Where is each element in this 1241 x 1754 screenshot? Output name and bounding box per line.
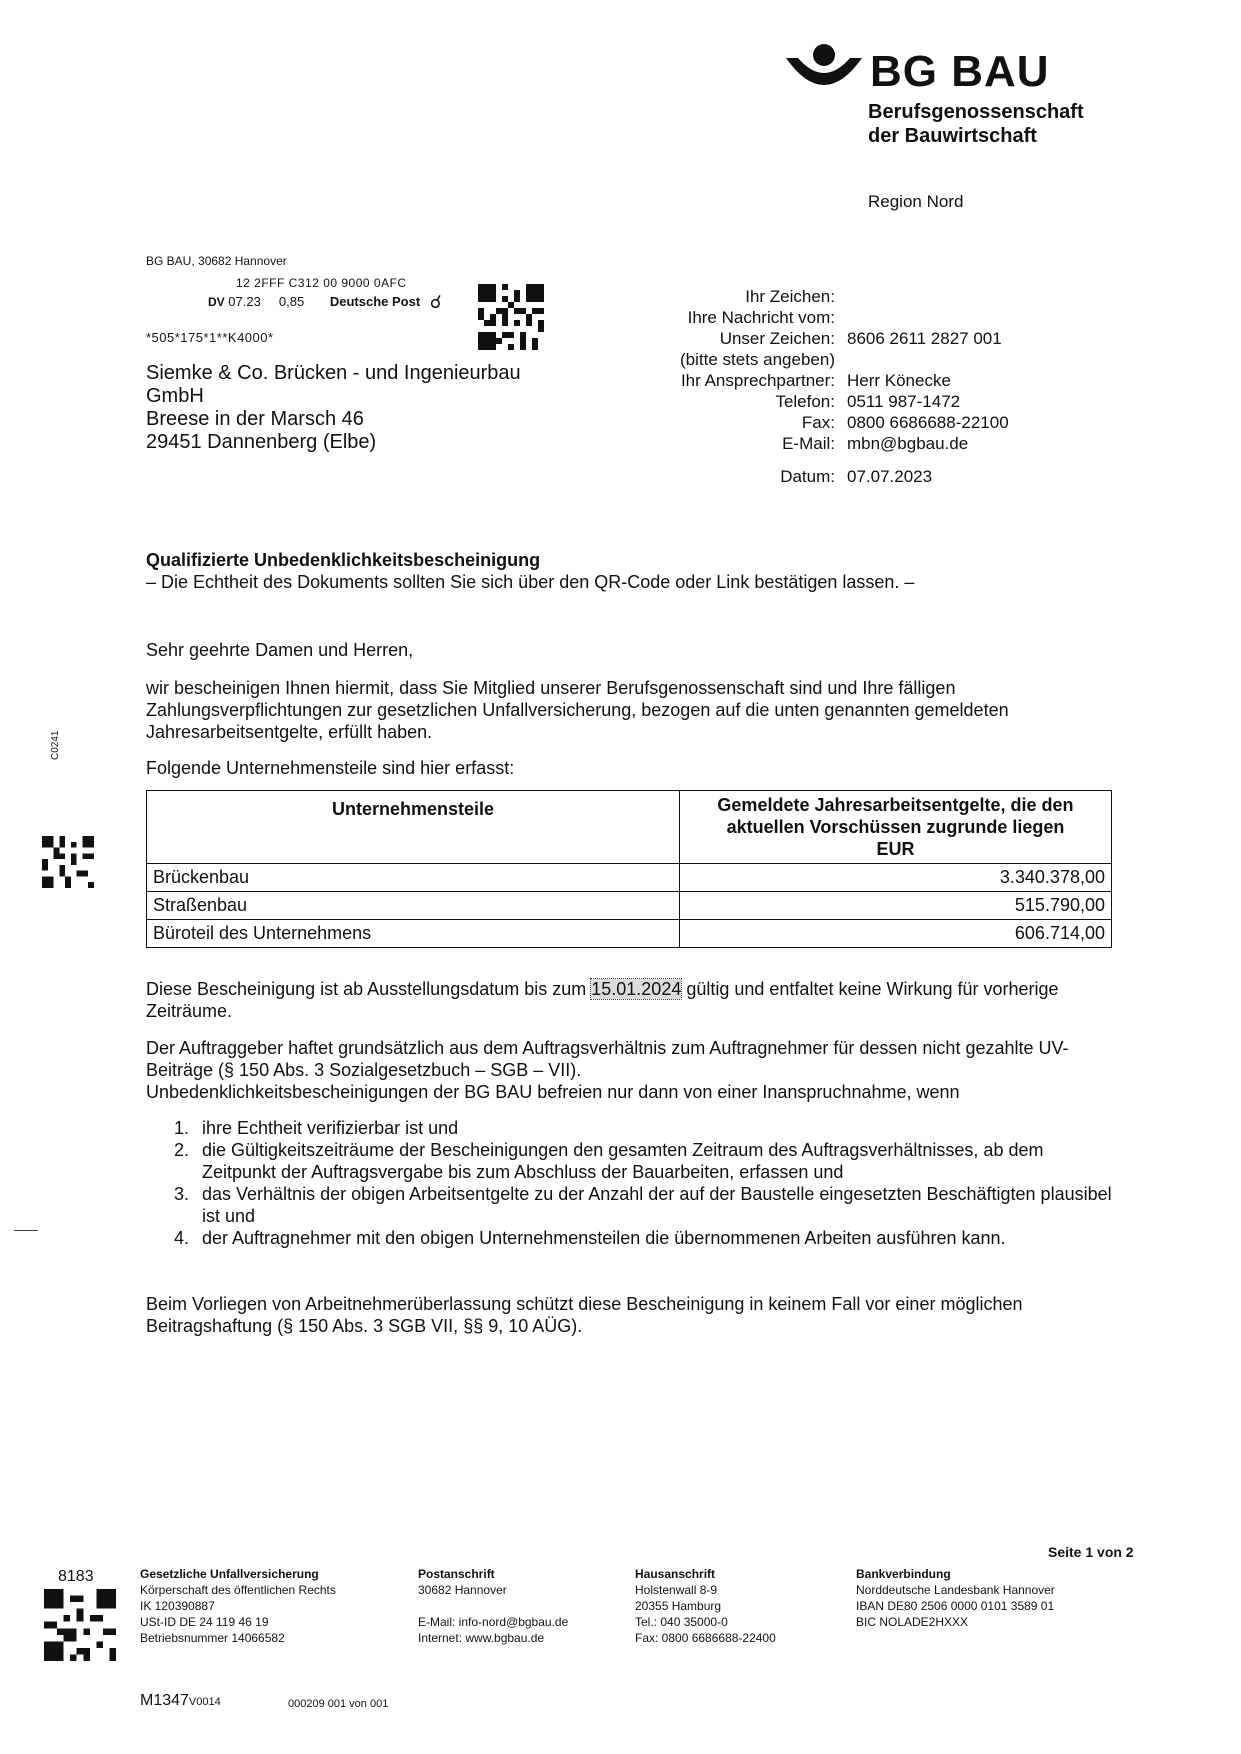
ref-row-fax [680,412,1009,433]
footer-col-house [635,1566,776,1646]
footer-col-insurance [140,1566,336,1646]
part-name: Brückenbau [147,864,680,892]
side-code: C0241 [50,730,61,760]
form-code-number: M1347 [140,1692,189,1709]
footer-heading: Hausanschrift [635,1567,716,1581]
franking-dv: DV [208,295,225,309]
subject-title: Qualifizierte Unbedenklichkeitsbescheinigung [146,550,541,570]
part-amount: 515.790,00 [680,892,1112,920]
company-parts-table [146,790,1112,948]
reference-block [680,286,1009,487]
address-barcode-text: *505*175*1**K4000* [146,330,274,345]
sender-line: BG BAU, 30682 Hannover [146,254,287,268]
footer-line: Tel.: 040 35000-0 [635,1615,728,1629]
footer-line: IK 120390887 [140,1599,215,1613]
footer-line: 30682 Hannover [418,1583,507,1597]
header-line: Gemeldete Jahresarbeitsentgelte, die den [717,795,1074,815]
header-line: aktuellen Vorschüssen zugrunde liegen [726,817,1065,837]
ref-value: 8606 2611 2827 001 [846,329,1002,348]
salutation: Sehr geehrte Damen und Herren, [146,640,414,660]
franking-code: 12 2FFF C312 00 9000 0AFC [236,276,407,290]
ref-row-unser-zeichen [680,328,1009,349]
ref-value: 07.07.2023 [846,467,933,486]
ref-value: 0800 6686688-22100 [846,413,1009,432]
list-item: 4. der Auftragnehmer mit den obigen Unternehmensteilen die übernommenen Arbeiten ausführen kann. [194,1227,1122,1249]
brand-subtitle-line1: Berufsgenossenschaft [868,101,1084,123]
recipient-address [146,362,521,454]
footer-col-postal [418,1566,568,1646]
validity-text-after: gültig und entfaltet keine Wirkung für vorherige Zeiträume. [146,979,1059,1021]
ref-label: Fax: [801,413,835,432]
bg-bau-logo-icon [784,44,864,94]
ref-label: Telefon: [775,392,835,411]
ref-label: Unser Zeichen: [719,329,835,348]
part-amount: 606.714,00 [680,920,1112,948]
footer-heading: Gesetzliche Unfallversicherung [140,1567,319,1581]
ref-row-note [680,349,1009,370]
footer-line: Holstenwall 8-9 [635,1583,718,1597]
footer-line: IBAN DE80 2506 0000 0101 3589 01 [856,1599,1055,1613]
table-header-row [147,791,1112,864]
page-number: Seite 1 von 2 [1048,1544,1134,1560]
brand-subtitle [868,100,1084,148]
footer-side-number: 8183 [58,1568,94,1585]
footer-line: 20355 Hamburg [635,1599,722,1613]
form-code [140,1692,221,1710]
header-line: EUR [876,839,915,859]
validity-text-before: Diese Bescheinigung ist ab Ausstellungsdatum bis zum [146,979,592,999]
ref-row-phone [680,391,1009,412]
part-name: Büroteil des Unternehmens [147,920,680,948]
carrier-name: Deutsche Post [329,294,421,309]
list-item: 3. das Verhältnis der obigen Arbeitsentgelte zu der Anzahl der auf der Baustelle eingesetzten Beschäftigten plausibel ist und [194,1183,1122,1227]
franking-postage: 0,85 [278,294,305,309]
franking-date: 07.23 [228,294,261,309]
ref-row-email [680,433,1009,454]
conditions-list [168,1117,1122,1249]
footer-heading: Postanschrift [418,1567,495,1581]
ref-label: Ihre Nachricht vom: [687,308,835,327]
ref-label: Ihr Ansprechpartner: [680,371,835,390]
ref-row-date [680,466,1009,487]
franking-line [208,292,442,313]
footer-line: Internet: www.bgbau.de [418,1631,545,1645]
letter-subject [146,549,1086,593]
recipient-line2: GmbH [146,385,204,407]
header-company-parts: Unternehmensteile [147,791,680,864]
list-item: 2. die Gültigkeitszeiträume der Bescheinigungen den gesamten Zeitraum des Auftragsverhältnisses, ab dem Zeitpunkt der Auftragsvergabe bis zum Abschluss der Bauarbeiten, erfassen und [194,1139,1122,1183]
lease-note-paragraph: Beim Vorliegen von Arbeitnehmerüberlassung schützt diese Bescheinigung in keinem Fall vor einer möglichen Beitragshaftung (§ 150 Abs. 3 SGB VII, §§ 9, 10 AÜG). [146,1294,1023,1336]
footer-line: Norddeutsche Landesbank Hannover [856,1583,1055,1597]
brand-name: BG BAU [870,47,1050,96]
footer-line: Fax: 0800 6686688-22400 [635,1631,776,1645]
brand-subtitle-line2: der Bauwirtschaft [868,125,1037,147]
body-paragraph-1: wir bescheinigen Ihnen hiermit, dass Sie Mitglied unserer Berufsgenossenschaft sind und Ihre fälligen Zahlungsverpflichtungen zur gesetzlichen Unfallversicherung, bezogen auf die unten genannten gemeldeten Jahresarbeitsentgelte, erfüllt haben. [146,678,1009,742]
footer-line: USt-ID DE 24 119 46 19 [140,1615,269,1629]
ref-label: Datum: [780,467,835,486]
ref-row-ihre-nachricht [680,307,1009,328]
ref-label: Ihr Zeichen: [745,287,835,306]
liability-text-1: Der Auftraggeber haftet grundsätzlich aus dem Auftragsverhältnis zum Auftragnehmer für dessen nicht gezahlte UV-Beiträge (§ 150 Abs. 3 Sozialgesetzbuch – SGB – VII). [146,1038,1069,1080]
table-row [147,892,1112,920]
ref-label: E-Mail: [782,434,835,453]
footer-line: Betriebsnummer 14066582 [140,1631,285,1645]
print-code: 000209 001 von 001 [288,1698,389,1710]
ref-value [847,307,1009,328]
header-annual-wages [680,791,1112,864]
ref-row-spacer [680,454,1009,466]
ref-value: 0511 987-1472 [846,392,961,411]
ref-row-ihr-zeichen [680,286,1009,307]
recipient-line1: Siemke & Co. Brücken - und Ingenieurbau [146,362,521,384]
liability-paragraph [146,1037,1096,1103]
ref-label: (bitte stets angeben) [680,350,835,369]
table-row [147,864,1112,892]
validity-paragraph [146,978,1096,1022]
list-item: 1. ihre Echtheit verifizierbar ist und [194,1117,1122,1139]
form-code-version: V0014 [188,1696,221,1708]
table-row [147,920,1112,948]
footer-line: Körperschaft des öffentlichen Rechts [140,1583,336,1597]
validity-date: 15.01.2024 [591,979,682,999]
body-paragraph-2: Folgende Unternehmensteile sind hier erfasst: [146,758,515,778]
ref-value: mbn@bgbau.de [846,434,969,453]
recipient-line4: 29451 Dannenberg (Elbe) [146,431,377,453]
recipient-line3: Breese in der Marsch 46 [146,408,364,430]
region-label: Region Nord [868,192,964,211]
footer-heading: Bankverbindung [856,1567,951,1581]
footer-line: BIC NOLADE2HXXX [856,1615,969,1629]
liability-text-2: Unbedenklichkeitsbescheinigungen der BG BAU befreien nur dann von einer Inanspruchnahme, wenn [146,1082,960,1102]
ref-value [847,286,1009,307]
ref-value: Herr Könecke [846,371,951,390]
footer-qr-code-icon [44,1589,116,1661]
subject-note: – Die Echtheit des Dokuments sollten Sie sich über den QR-Code oder Link bestätigen lassen. – [146,572,915,592]
footer-col-bank [856,1566,1055,1630]
ref-row-contact [680,370,1009,391]
franking-qr-code-icon [478,284,544,350]
fold-mark [14,1230,38,1231]
footer-line: E-Mail: info-nord@bgbau.de [418,1615,569,1629]
part-name: Straßenbau [147,892,680,920]
post-horn-icon: ☌ [429,292,442,312]
side-qr-code-icon [42,836,94,888]
part-amount: 3.340.378,00 [680,864,1112,892]
ref-value [847,349,1009,370]
